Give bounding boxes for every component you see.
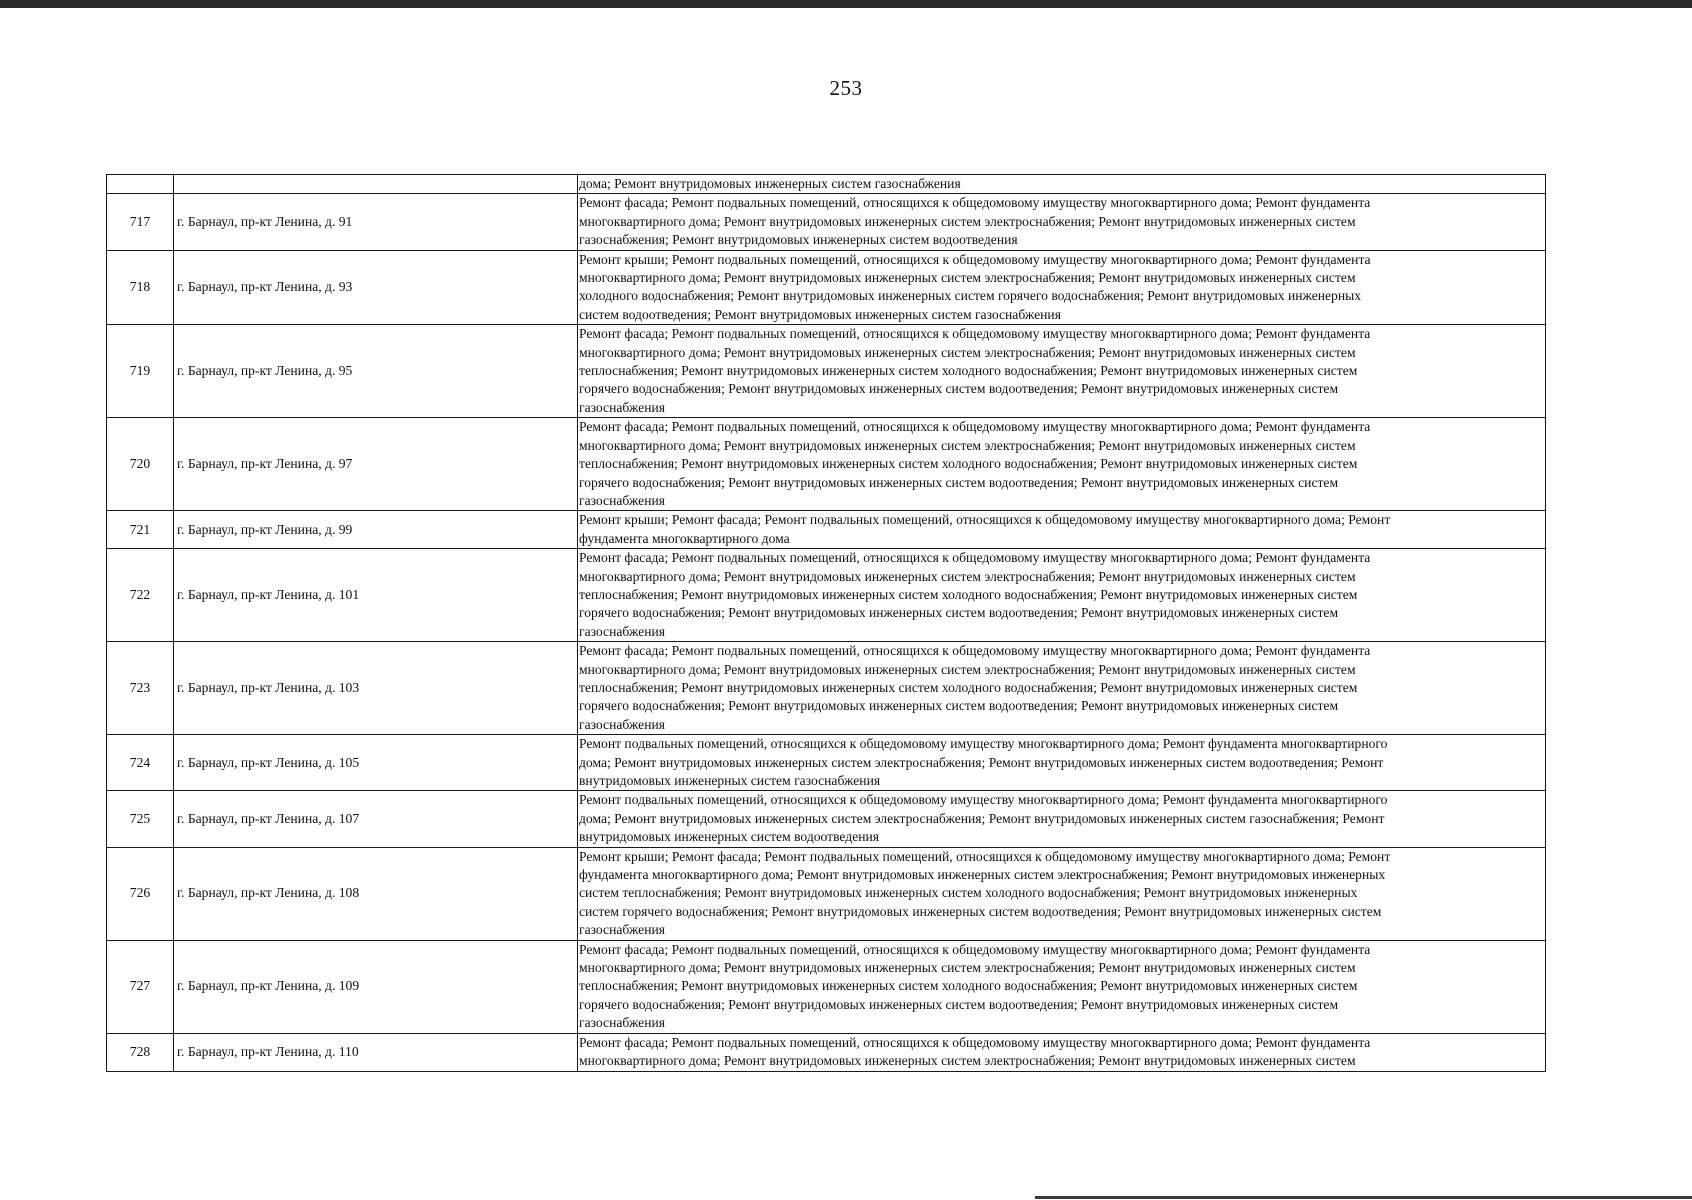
- works-line: многоквартирного дома; Ремонт внутридомовых инженерных систем электроснабжения; Ремонт внутридомовых инженерных систем: [579, 960, 1356, 976]
- works-line: многоквартирного дома; Ремонт внутридомовых инженерных систем электроснабжения; Ремонт внутридомовых инженерных систем: [579, 437, 1356, 453]
- table-body: [107, 175, 1546, 1072]
- page-number: 253: [829, 76, 863, 100]
- works-line: теплоснабжения; Ремонт внутридомовых инженерных систем холодного водоснабжения; Ремонт внутридомовых инженерных систем: [579, 456, 1358, 472]
- table-row: [107, 1033, 1546, 1071]
- works-line: газоснабжения: [579, 716, 666, 732]
- row-address: г. Барнаул, пр-кт Ленина, д. 93: [174, 250, 578, 325]
- works-cell: [578, 175, 1546, 194]
- row-address: г. Барнаул, пр-кт Ленина, д. 105: [174, 735, 578, 791]
- works-line: газоснабжения: [579, 1015, 666, 1031]
- works-line: систем водоотведения; Ремонт внутридомовых инженерных систем газоснабжения: [579, 306, 1061, 322]
- row-number: 724: [107, 735, 174, 791]
- row-works: [578, 250, 1546, 325]
- table-row: [107, 735, 1546, 791]
- works-line: фундамента многоквартирного дома: [579, 530, 790, 546]
- works-line: горячего водоснабжения; Ремонт внутридомовых инженерных систем водоотведения; Ремонт внутридомовых инженерных систем: [579, 698, 1339, 714]
- row-number: 717: [107, 194, 174, 250]
- row-number: 726: [107, 847, 174, 940]
- works-line: многоквартирного дома; Ремонт внутридомовых инженерных систем электроснабжения; Ремонт внутридомовых инженерных систем: [579, 213, 1356, 229]
- table-row: [107, 549, 1546, 642]
- works-line: Ремонт фасада; Ремонт подвальных помещений, относящихся к общедомовому имуществу многоквартирного дома; Ремонт фундамента: [579, 195, 1371, 211]
- works-line: горячего водоснабжения; Ремонт внутридомовых инженерных систем водоотведения; Ремонт внутридомовых инженерных систем: [579, 474, 1339, 490]
- works-line: Ремонт фасада; Ремонт подвальных помещений, относящихся к общедомовому имуществу многоквартирного дома; Ремонт фундамента: [579, 419, 1371, 435]
- works-line: Ремонт крыши; Ремонт фасада; Ремонт подвальных помещений, относящихся к общедомовому имуществу многоквартирного дома; Ремонт: [579, 848, 1391, 864]
- scan-bottom-border: [1035, 1196, 1692, 1199]
- works-line: теплоснабжения; Ремонт внутридомовых инженерных систем холодного водоснабжения; Ремонт внутридомовых инженерных систем: [579, 363, 1358, 379]
- works-line: Ремонт фасада; Ремонт подвальных помещений, относящихся к общедомовому имуществу многоквартирного дома; Ремонт фундамента: [579, 643, 1371, 659]
- row-address: г. Барнаул, пр-кт Ленина, д. 107: [174, 791, 578, 847]
- works-line: Ремонт фасада; Ремонт подвальных помещений, относящихся к общедомовому имуществу многоквартирного дома; Ремонт фундамента: [579, 941, 1371, 957]
- works-line: теплоснабжения; Ремонт внутридомовых инженерных систем холодного водоснабжения; Ремонт внутридомовых инженерных систем: [579, 586, 1358, 602]
- table-row: [107, 194, 1546, 250]
- row-works: [578, 511, 1546, 549]
- row-works: [578, 325, 1546, 418]
- works-line: Ремонт крыши; Ремонт фасада; Ремонт подвальных помещений, относящихся к общедомовому имуществу многоквартирного дома; Ремонт: [579, 512, 1391, 528]
- row-works: [578, 194, 1546, 250]
- row-number: 725: [107, 791, 174, 847]
- row-number: 727: [107, 940, 174, 1033]
- works-line: горячего водоснабжения; Ремонт внутридомовых инженерных систем водоотведения; Ремонт внутридомовых инженерных систем: [579, 381, 1339, 397]
- row-works: [578, 1033, 1546, 1071]
- row-number: 728: [107, 1033, 174, 1071]
- row-works: [578, 418, 1546, 511]
- works-line: газоснабжения; Ремонт внутридомовых инженерных систем водоотведения: [579, 232, 1018, 248]
- works-line: многоквартирного дома; Ремонт внутридомовых инженерных систем электроснабжения; Ремонт внутридомовых инженерных систем: [579, 270, 1356, 286]
- row-address: г. Барнаул, пр-кт Ленина, д. 99: [174, 511, 578, 549]
- works-line: газоснабжения: [579, 623, 666, 639]
- row-address: г. Барнаул, пр-кт Ленина, д. 110: [174, 1033, 578, 1071]
- works-line: Ремонт подвальных помещений, относящихся к общедомовому имуществу многоквартирного дома; Ремонт фундамента многоквартирного: [579, 792, 1388, 808]
- row-address: г. Барнаул, пр-кт Ленина, д. 97: [174, 418, 578, 511]
- works-line: фундамента многоквартирного дома; Ремонт внутридомовых инженерных систем электроснабжения; Ремонт внутридомовых инженерных: [579, 867, 1386, 883]
- works-line: многоквартирного дома; Ремонт внутридомовых инженерных систем электроснабжения; Ремонт внутридомовых инженерных систем: [579, 661, 1356, 677]
- works-line: Ремонт фасада; Ремонт подвальных помещений, относящихся к общедомовому имуществу многоквартирного дома; Ремонт фундамента: [579, 550, 1371, 566]
- table-row: [107, 642, 1546, 735]
- works-line: многоквартирного дома; Ремонт внутридомовых инженерных систем электроснабжения; Ремонт внутридомовых инженерных систем: [579, 568, 1356, 584]
- table-row: [107, 418, 1546, 511]
- works-line: газоснабжения: [579, 399, 666, 415]
- table-row: [107, 847, 1546, 940]
- scan-top-border: [0, 0, 1692, 8]
- works-line: систем горячего водоснабжения; Ремонт внутридомовых инженерных систем водоотведения; Ремонт внутридомовых инженерных систем: [579, 903, 1382, 919]
- row-number: 721: [107, 511, 174, 549]
- row-number: 723: [107, 642, 174, 735]
- works-line: газоснабжения: [579, 922, 666, 938]
- works-line: дома; Ремонт внутридомовых инженерных систем газоснабжения: [579, 176, 961, 191]
- works-line: теплоснабжения; Ремонт внутридомовых инженерных систем холодного водоснабжения; Ремонт внутридомовых инженерных систем: [579, 679, 1358, 695]
- number-cell: [107, 175, 174, 194]
- row-works: [578, 847, 1546, 940]
- works-line: дома; Ремонт внутридомовых инженерных систем электроснабжения; Ремонт внутридомовых инженерных систем водоотведения; Ремонт: [579, 754, 1384, 770]
- row-address: г. Барнаул, пр-кт Ленина, д. 108: [174, 847, 578, 940]
- works-line: Ремонт крыши; Ремонт подвальных помещений, относящихся к общедомовому имуществу многоквартирного дома; Ремонт фундамента: [579, 251, 1371, 267]
- works-line: Ремонт фасада; Ремонт подвальных помещений, относящихся к общедомовому имуществу многоквартирного дома; Ремонт фундамента: [579, 1034, 1371, 1050]
- row-address: г. Барнаул, пр-кт Ленина, д. 95: [174, 325, 578, 418]
- table-row: [107, 250, 1546, 325]
- row-works: [578, 791, 1546, 847]
- continuation-row: [107, 175, 1546, 194]
- works-line: теплоснабжения; Ремонт внутридомовых инженерных систем холодного водоснабжения; Ремонт внутридомовых инженерных систем: [579, 978, 1358, 994]
- table-row: [107, 511, 1546, 549]
- works-line: горячего водоснабжения; Ремонт внутридомовых инженерных систем водоотведения; Ремонт внутридомовых инженерных систем: [579, 996, 1339, 1012]
- works-line: дома; Ремонт внутридомовых инженерных систем электроснабжения; Ремонт внутридомовых инженерных систем газоснабжения; Ремонт: [579, 810, 1385, 826]
- row-number: 720: [107, 418, 174, 511]
- row-works: [578, 642, 1546, 735]
- works-line: горячего водоснабжения; Ремонт внутридомовых инженерных систем водоотведения; Ремонт внутридомовых инженерных систем: [579, 605, 1339, 621]
- row-number: 718: [107, 250, 174, 325]
- row-number: 722: [107, 549, 174, 642]
- works-line: многоквартирного дома; Ремонт внутридомовых инженерных систем электроснабжения; Ремонт внутридомовых инженерных систем: [579, 1053, 1356, 1069]
- table-row: [107, 791, 1546, 847]
- row-address: г. Барнаул, пр-кт Ленина, д. 101: [174, 549, 578, 642]
- row-address: г. Барнаул, пр-кт Ленина, д. 91: [174, 194, 578, 250]
- address-cell: [174, 175, 578, 194]
- works-line: внутридомовых инженерных систем газоснабжения: [579, 773, 881, 788]
- row-works: [578, 940, 1546, 1033]
- table-row: [107, 940, 1546, 1033]
- row-works: [578, 549, 1546, 642]
- works-line: газоснабжения: [579, 492, 666, 508]
- works-line: внутридомовых инженерных систем водоотведения: [579, 829, 880, 845]
- row-number: 719: [107, 325, 174, 418]
- row-address: г. Барнаул, пр-кт Ленина, д. 103: [174, 642, 578, 735]
- table-row: [107, 325, 1546, 418]
- row-works: [578, 735, 1546, 791]
- works-line: холодного водоснабжения; Ремонт внутридомовых инженерных систем горячего водоснабжения; Ремонт внутридомовых инженерных: [579, 288, 1362, 304]
- works-line: многоквартирного дома; Ремонт внутридомовых инженерных систем электроснабжения; Ремонт внутридомовых инженерных систем: [579, 344, 1356, 360]
- row-address: г. Барнаул, пр-кт Ленина, д. 109: [174, 940, 578, 1033]
- works-line: систем теплоснабжения; Ремонт внутридомовых инженерных систем холодного водоснабжения; Ремонт внутридомовых инженерных: [579, 885, 1358, 901]
- works-line: Ремонт подвальных помещений, относящихся к общедомовому имуществу многоквартирного дома; Ремонт фундамента многоквартирного: [579, 736, 1388, 752]
- repair-works-table: [106, 174, 1546, 1072]
- works-line: Ремонт фасада; Ремонт подвальных помещений, относящихся к общедомовому имуществу многоквартирного дома; Ремонт фундамента: [579, 326, 1371, 342]
